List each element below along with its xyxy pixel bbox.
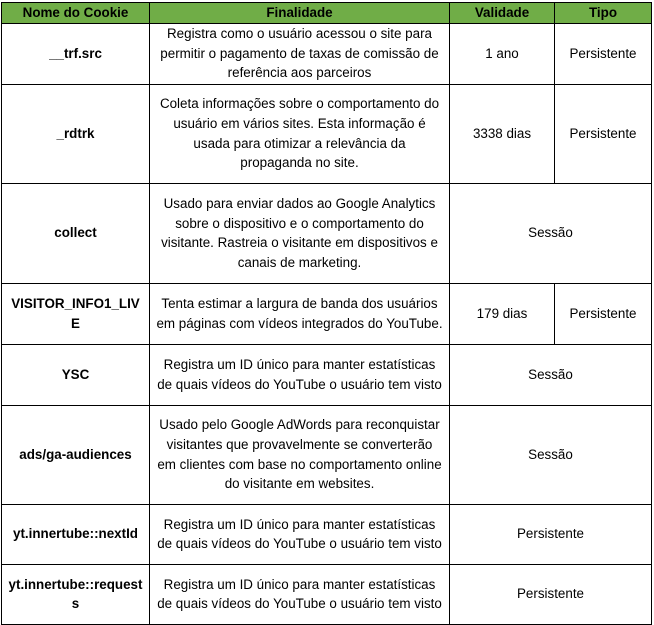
cookie-purpose: Registra um ID único para manter estatísticas de quais vídeos do YouTube o usuário tem visto (150, 344, 450, 405)
cookie-type: Persistente (555, 84, 652, 183)
table-row (2, 405, 652, 504)
cookie-name: YSC (2, 344, 150, 405)
cookie-purpose: Usado para enviar dados ao Google Analytics sobre o dispositivo e o comportamento do visitante. Rastreia o visitante em dispositivos e canais de marketing. (150, 183, 450, 283)
table-row (2, 84, 652, 183)
cookie-name: _rdtrk (2, 84, 150, 183)
table-row (2, 504, 652, 564)
cookie-purpose: Registra um ID único para manter estatísticas de quais vídeos do YouTube o usuário tem visto (150, 564, 450, 624)
cookie-validity-type-merged: Sessão (450, 405, 652, 504)
cookie-purpose: Registra um ID único para manter estatísticas de quais vídeos do YouTube o usuário tem visto (150, 504, 450, 564)
cookie-validity: 1 ano (450, 23, 555, 84)
cookie-purpose: Tenta estimar a largura de banda dos usuários em páginas com vídeos integrados do YouTube. (150, 283, 450, 344)
cookies-table (1, 2, 652, 625)
cookie-purpose: Coleta informações sobre o comportamento do usuário em vários sites. Esta informação é usada para otimizar a relevância da propaganda no site. (150, 84, 450, 183)
header-row (2, 3, 652, 24)
cookie-type: Persistente (555, 23, 652, 84)
cookie-name: yt.innertube::requests (2, 564, 150, 624)
cookie-validity-type-merged: Persistente (450, 504, 652, 564)
header-purpose: Finalidade (150, 3, 450, 24)
cookie-name: collect (2, 183, 150, 283)
table-row (2, 344, 652, 405)
cookie-validity-type-merged: Sessão (450, 183, 652, 283)
cookie-purpose: Usado pelo Google AdWords para reconquistar visitantes que provavelmente se converterão em clientes com base no comportamento online do visitante em websites. (150, 405, 450, 504)
table-row (2, 564, 652, 624)
cookie-validity-type-merged: Persistente (450, 564, 652, 624)
cookie-validity: 179 dias (450, 283, 555, 344)
table-row (2, 283, 652, 344)
cookie-validity-type-merged: Sessão (450, 344, 652, 405)
header-validity: Validade (450, 3, 555, 24)
cookie-validity: 3338 dias (450, 84, 555, 183)
header-type: Tipo (555, 3, 652, 24)
table-row (2, 183, 652, 283)
cookie-name: VISITOR_INFO1_LIVE (2, 283, 150, 344)
table-row (2, 23, 652, 84)
cookie-purpose: Registra como o usuário acessou o site para permitir o pagamento de taxas de comissão de referência aos parceiros (150, 23, 450, 84)
header-cookie-name: Nome do Cookie (2, 3, 150, 24)
cookie-type: Persistente (555, 283, 652, 344)
cookie-name: __trf.src (2, 23, 150, 84)
cookie-name: ads/ga-audiences (2, 405, 150, 504)
cookie-name: yt.innertube::nextId (2, 504, 150, 564)
